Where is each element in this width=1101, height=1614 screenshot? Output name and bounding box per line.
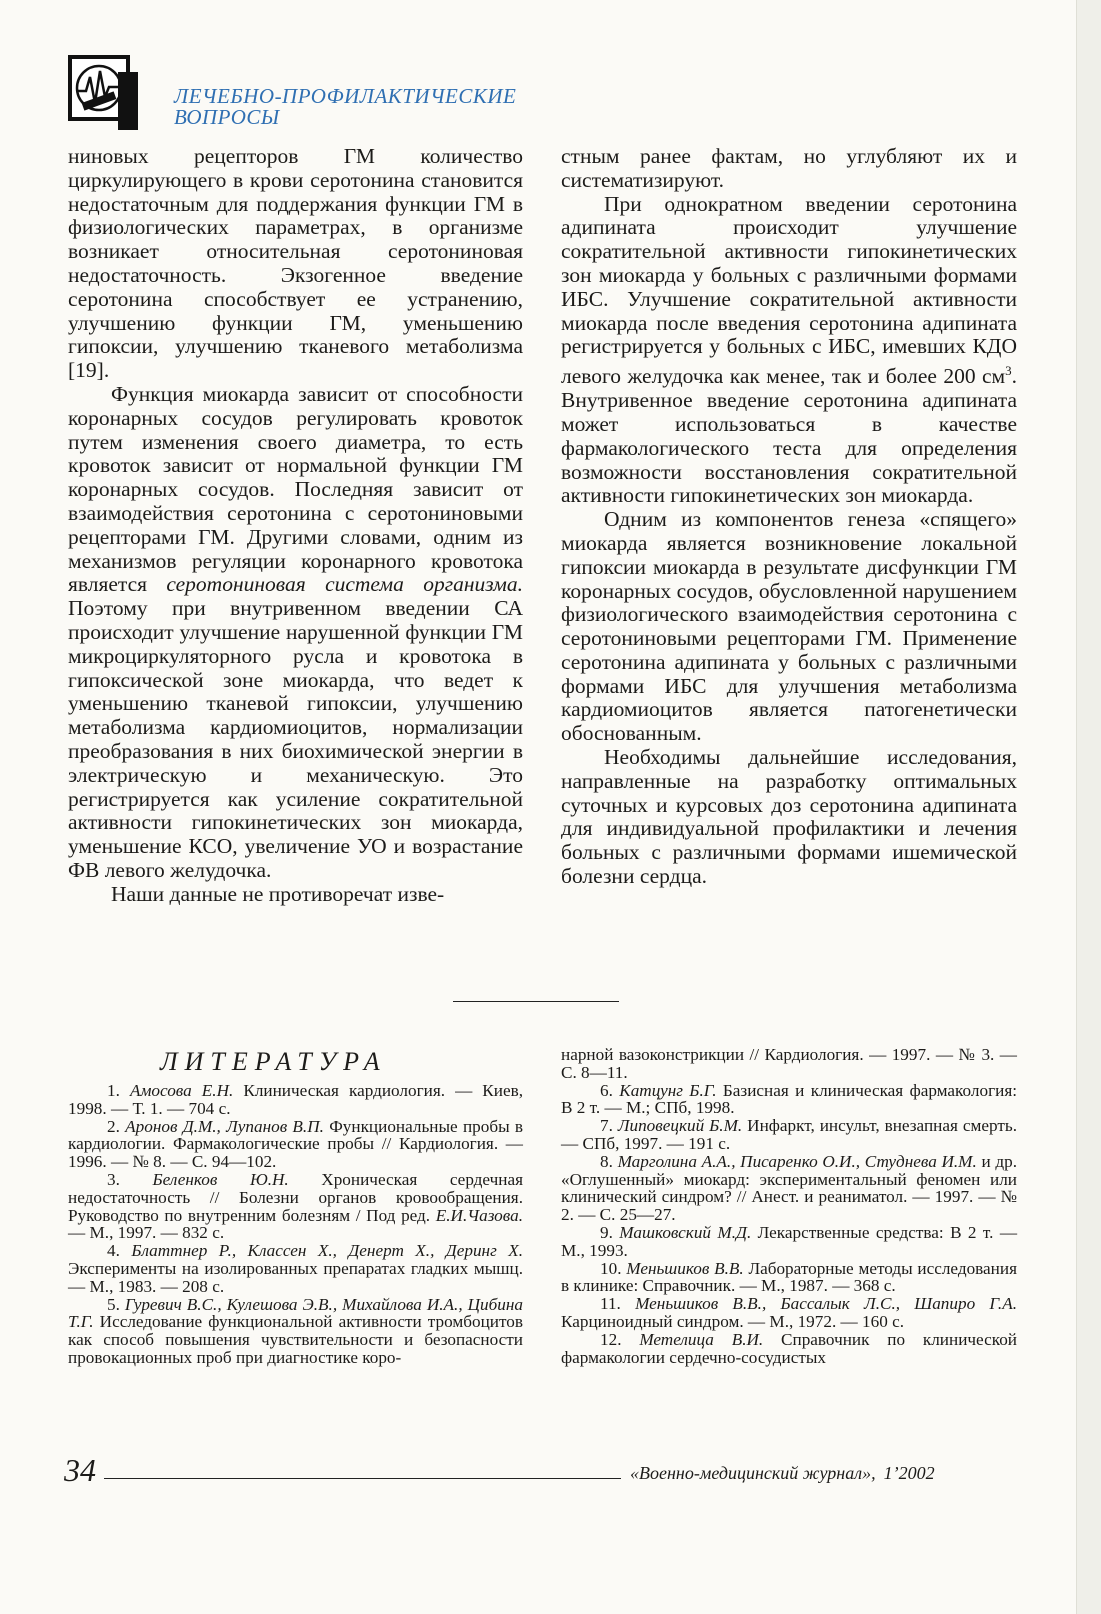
reference-item: [68, 1296, 523, 1367]
references-left: [68, 1082, 523, 1367]
reference-number: 12.: [600, 1329, 622, 1349]
reference-item: [561, 1117, 1017, 1153]
reference-authors: Меньшиков В.В., Бассалык Л.С., Шапиро Г.А.: [635, 1294, 1017, 1314]
reference-item: [561, 1153, 1017, 1224]
section-divider: [453, 1001, 619, 1002]
paragraph: [68, 383, 523, 883]
reference-text: Эксперименты на изолированных препаратах гладких мышц. — М., 1983. — 208 с.: [68, 1258, 523, 1296]
reference-number: 4.: [107, 1241, 120, 1261]
journal-issue: 1’2002: [883, 1463, 935, 1483]
reference-item: [68, 1171, 523, 1242]
reference-number: 6.: [600, 1080, 613, 1100]
section-title-line-2: ВОПРОСЫ: [174, 105, 280, 129]
reference-text: Карциноидный синдром. — М., 1972. — 160 с.: [561, 1311, 905, 1331]
reference-authors: Машковский М.Д.: [619, 1222, 752, 1242]
references-heading: ЛИТЕРАТУРА: [160, 1047, 387, 1076]
body-column-left: [68, 145, 523, 907]
reference-number: 5.: [107, 1294, 120, 1314]
reference-authors: Блаттнер Р., Классен Х., Денерт Х., Деринг Х.: [131, 1241, 523, 1261]
paragraph: [561, 193, 1017, 509]
paragraph-text: Функция миокарда зависит от способности коронарных сосудов регулировать кровоток путем изменения своего диаметра, то есть кровоток зависит от нормальной функции ГМ коронарных сосудов. Последняя зависит от взаимодействия серотонина с серотониновыми рецепторами ГМ. Другими словами, одним из механизмов регуляции коронарного кровотока является: [68, 381, 523, 597]
reference-text: — М., 1997. — 832 с.: [68, 1223, 225, 1243]
reference-item: [561, 1224, 1017, 1260]
reference-text: и др. «Оглушенный» миокард: экспериментальный феномен или клинический синдром? // Анест. и реаниматол. — 1997. — № 2. — С. 25—27.: [561, 1151, 1018, 1225]
section-title: [174, 86, 594, 128]
reference-authors: Метелица В.И.: [639, 1329, 764, 1349]
reference-text: Справочник по клинической фармакологии сердечно-сосудистых: [561, 1329, 1017, 1367]
reference-number: 7.: [600, 1116, 613, 1136]
body-column-right: [561, 145, 1017, 889]
page-number: 34: [64, 1452, 96, 1488]
reference-number: 11.: [600, 1294, 621, 1314]
reference-number: 2.: [107, 1116, 120, 1136]
paragraph: Одним из компонентов генеза «спящего» миокарда является возникновение локальной гипоксии миокарда в результате дисфункции ГМ коронарных сосудов, обусловленной нарушением физиологического взаимодействия серотонина с серотониновыми рецепторами ГМ. Применение серотонина адипината у больных с различными формами ИБС для улучшения метаболизма кардиомиоцитов является патогенетически обоснованным.: [561, 507, 1017, 746]
reference-text: Базисная и клиническая фармакология: В 2 т. — М.; СПб, 1998.: [561, 1080, 1018, 1118]
reference-text: Лабораторные методы исследования в клинике: Справочник. — М., 1987. — 368 с.: [561, 1258, 1017, 1296]
superscript: 3: [1005, 363, 1012, 379]
paragraph-text: При однократном введении серотонина адипината происходит улучшение сократительной активности гипокинетических зон миокарда у больных с различными формами ИБС. Улучшение сократительной активности миокарда после введения серотонина адипината регистрируется у больных с ИБС, имевших КДО левого желудочка как менее, так и более 200 см: [561, 191, 1017, 389]
reference-editor: Е.И.Чазова.: [435, 1205, 523, 1225]
reference-authors: Марголина А.А., Писаренко О.И., Студнева И.М.: [617, 1151, 977, 1171]
journal-name: «Военно-медицинский журнал»,: [630, 1463, 876, 1483]
reference-text: Функциональные пробы в кардиологии. Фармакологические пробы // Кардиология. — 1996. — № 8. — С. 94—102.: [68, 1116, 524, 1172]
footer-rule: [104, 1478, 621, 1479]
reference-authors: Липовецкий Б.М.: [617, 1116, 743, 1136]
paragraph: стным ранее фактам, но углубляют их и систематизируют.: [561, 144, 1017, 192]
reference-number: 8.: [600, 1151, 613, 1171]
paragraph: ниновых рецепторов ГМ количество циркулирующего в крови серотонина становится недостаточным для поддержания функции ГМ в физиологических параметрах, в организме возникает относительная серотониновая недостаточность. Экзогенное введение серотонина способствует ее устранению, улучшению функции ГМ, уменьшению гипоксии, улучшению тканевого метаболизма [19].: [68, 144, 523, 383]
references-right: [561, 1046, 1017, 1366]
reference-item: [561, 1082, 1017, 1118]
section-title-line-1: ЛЕЧЕБНО-ПРОФИЛАКТИЧЕСКИЕ: [174, 84, 517, 108]
reference-authors: Амосова Е.Н.: [129, 1081, 234, 1100]
reference-authors: Катцунг Б.Г.: [619, 1080, 717, 1100]
reference-item: [561, 1295, 1017, 1331]
reference-authors: Аронов Д.М., Лупанов В.П.: [125, 1116, 324, 1136]
reference-authors: Меньшиков В.В.: [626, 1258, 744, 1278]
reference-text: Инфаркт, инсульт, внезапная смерть. — СПб, 1997. — 191 с.: [561, 1116, 1017, 1153]
reference-item: [561, 1331, 1017, 1367]
reference-text: Хроническая сердечная недостаточность // Болезни органов кровообращения. Руководство по внутренним болезням / Под ред.: [68, 1169, 524, 1225]
journal-footer: [630, 1463, 1030, 1484]
paragraph: Необходимы дальнейшие исследования, направленные на разработку оптимальных суточных и курсовых доз серотонина адипината для индивидуальной профилактики и лечения больных с различными формами ишемической болезни сердца.: [561, 745, 1017, 889]
paragraph: Наши данные не противоречат изве-: [111, 881, 445, 906]
reference-text: Лекарственные средства: В 2 т. — М., 1993.: [561, 1222, 1018, 1260]
reference-item: [561, 1260, 1017, 1296]
reference-number: 10.: [600, 1258, 622, 1278]
page-edge: [1076, 0, 1101, 1614]
reference-text: Исследование функциональной активности тромбоцитов как способ повышения чувствительности и безопасности провокационных проб при диагностике коро-: [68, 1312, 523, 1367]
logo-bar: [118, 72, 138, 130]
reference-item: [68, 1242, 523, 1295]
reference-authors: Беленков Ю.Н.: [152, 1169, 289, 1189]
reference-item: [68, 1082, 523, 1118]
italic-term: серотониновая система организма.: [166, 572, 524, 597]
reference-item: [68, 1118, 523, 1171]
reference-text: Клиническая кардиология. — Киев, 1998. — Т. 1. — 704 с.: [68, 1081, 524, 1118]
paragraph-text: Поэтому при внутривенном введении СА происходит улучшение нарушенной функции ГМ микроциркуляторного русла и кровотока в гипоксической зоне миокарда, что ведет к уменьшению тканевой гипоксии, улучшению метаболизма кардиомиоцитов, нормализации преобразования в них биохимической энергии в электрическую и механическую. Это регистрируется как усиление сократительной активности гипокинетических зон миокарда, уменьшение КСО, увеличение УО и возрастание ФВ левого желудочка.: [68, 596, 523, 882]
reference-number: 3.: [107, 1169, 120, 1189]
reference-continuation: нарной вазоконстрикции // Кардиология. — 1997. — № 3. — С. 8—11.: [561, 1045, 1017, 1082]
reference-authors: Гуревич В.С., Кулешова Э.В., Михайлова И.А., Цибина Т.Г.: [68, 1294, 523, 1332]
paragraph-text: . Внутривенное введение серотонина адипината может использоваться в качестве фармакологического теста для определения возможности восстановления сократительной активности гипокинетических зон миокарда.: [561, 364, 1017, 508]
reference-number: 9.: [600, 1222, 613, 1242]
reference-number: 1.: [107, 1081, 120, 1100]
